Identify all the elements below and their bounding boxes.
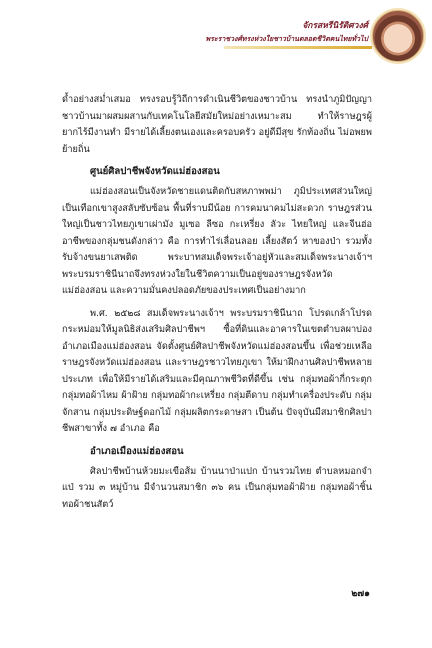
section-heading-mueang-district: อำเภอเมืองแม่ฮ่องสอน: [90, 445, 184, 457]
page-body: [62, 92, 375, 513]
paragraph-province-background: แม่ฮ่องสอนเป็นจังหวัดชายแดนติดกับสหภาพพม่า ภูมิประเทศส่วนใหญ่เป็นเทือกเขาสูงสลับซับซ้อน พื้นที่ราบมีน้อย การคมนาคมไม่สะดวก ราษฎรส่วนใหญ่เป็นชาวไทยภูเขาเผ่ามัง มูเซอ ลีซอ กะเหรี่ยง ลัวะ ไทยใหญ่ และจีนฮ่อ อาชีพของกลุ่มชนดังกล่าว คือ การทำไร่เลื่อนลอย เลี้ยงสัตว์ หาของป่า รวมทั้งรับจ้างขนยาเสพติด พระบาทสมเด็จพระเจ้าอยู่หัวและสมเด็จพระนางเจ้าฯ พระบรมราชินีนาถจึงทรงห่วงใยในชีวิตความเป็นอยู่ของราษฎรจังหวัดแม่ฮ่องสอน และความมั่นคงปลอดภัยของประเทศเป็นอย่างมาก: [62, 186, 375, 296]
paragraph-center-founding: พ.ศ. ๒๕๒๘ สมเด็จพระนางเจ้าฯ พระบรมราชินีนาถ โปรดเกล้าโปรดกระหม่อมให้มูลนิธิส่งเสริมศิลปาชีพฯ ซื้อที่ดินและอาคารในเขตตำบลผาบ่อง อำเภอเมืองแม่ฮ่องสอน จัดตั้งศูนย์ศิลปาชีพจังหวัดแม่ฮ่องสอนขึ้น เพื่อช่วยเหลือราษฎรจังหวัดแม่ฮ่องสอน และราษฎรชาวไทยภูเขา ให้มาฝึกงานศิลปาชีพหลายประเภท เพื่อให้มีรายได้เสริมและมีคุณภาพชีวิตที่ดีขึ้น เช่น กลุ่มทอผ้ากี่กระตุก กลุ่มทอผ้าไหม ผ้าฝ้าย กลุ่มทอผ้ากะเหรี่ยง กลุ่มตีดาบ กลุ่มทำเครื่องประดับ กลุ่มจักสาน กลุ่มประดิษฐ์ดอกไม้ กลุ่มผลิตกระดาษสา เป็นต้น ปัจจุบันมีสมาชิกศิลปาชีพสาขาทั้ง ๗ อำเภอ คือ: [62, 307, 375, 434]
section-heading-support-center: ศูนย์ศิลปาชีพจังหวัดแม่ฮ่องสอน: [90, 166, 220, 177]
header-divider: [224, 46, 372, 49]
page-header: [0, 0, 432, 72]
header-title: จักรสหรีนิรัติศวงศ์: [302, 21, 368, 31]
portrait-image: [372, 10, 424, 62]
page-number: ๒๗๑: [351, 588, 370, 599]
header-subtitle: พระราชวงศ์ทรงห่วงใยชาวบ้านตลอดชีวิตคนไทยทั่วไป: [205, 35, 368, 43]
header-text-block: [206, 21, 368, 44]
paragraph-continuation: ด้ำอย่างสม่ำเสมอ ทรงรอบรู้วิถีการดำเนินชีวิตของชาวบ้าน ทรงนำภูมิปัญญาชาวบ้านมาผสมผสานกับเทคโนโลยีสมัยใหม่อย่างเหมาะสม ทำให้ราษฎรผู้ยากไร้มีงานทำ มีรายได้เลี้ยงตนเองและครอบครัว อยู่ดีมีสุข รักท้องถิ่น ไม่อพยพย้ายถิ่น: [62, 94, 372, 155]
paragraph-mueang-members: ศิลปาชีพบ้านห้วยมะเขือส้ม บ้านนาป่าแปก บ้านรวมไทย ตำบลหมอกจำแป่ รวม ๓ หมู่บ้าน มีจำนวนสมาชิก ๓๖ คน เป็นกลุ่มทอผ้าฝ้าย กลุ่มทอผ้าชิ้น ทอผ้าชนสัตว์: [62, 465, 375, 510]
